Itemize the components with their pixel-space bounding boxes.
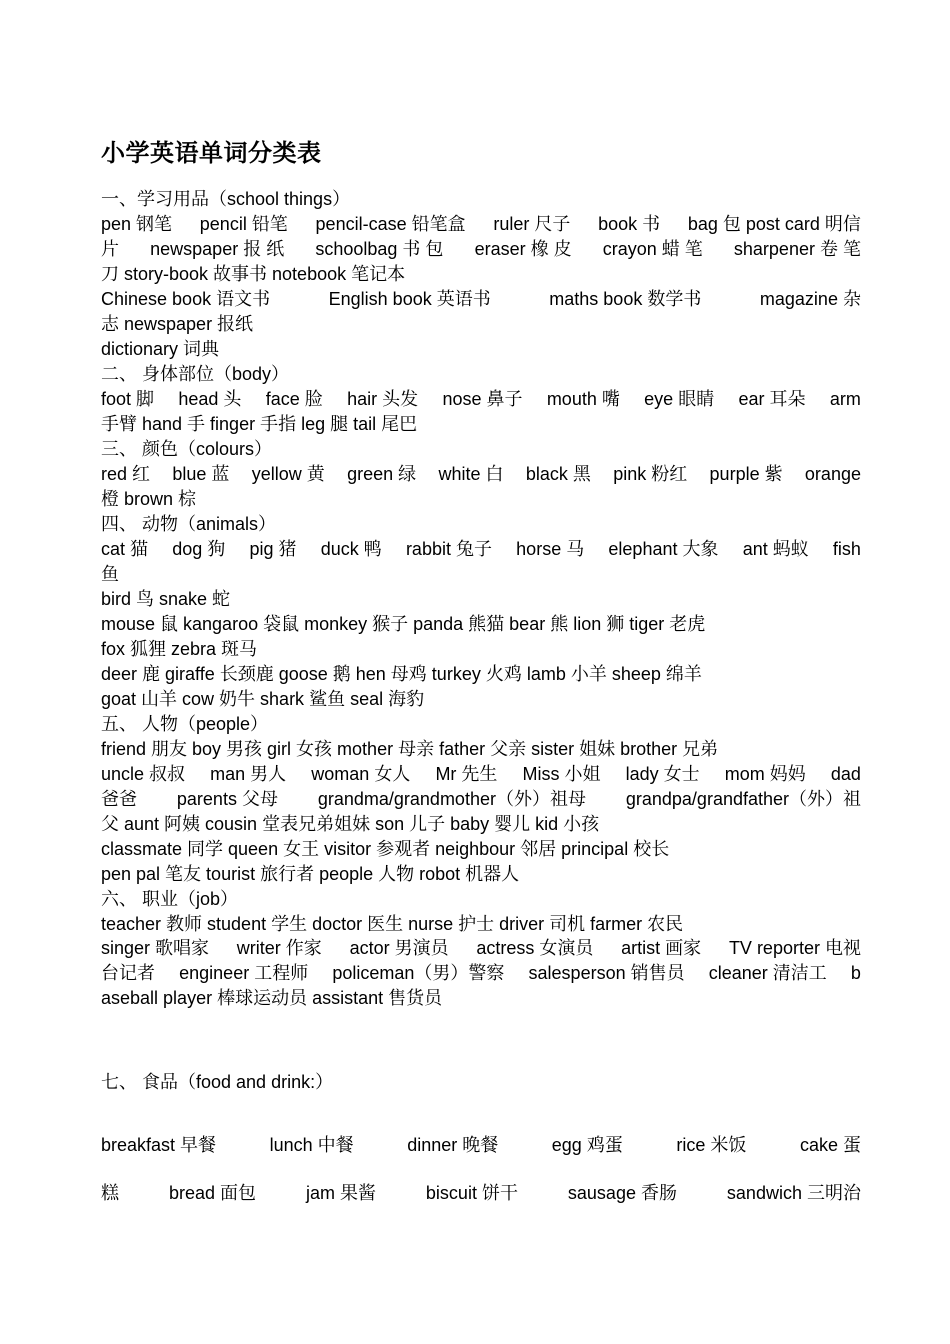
word-entry: parents 父母 (176, 789, 278, 809)
word-entry: Mr 先生 (435, 764, 498, 784)
word-entry: artist 画家 (621, 938, 702, 958)
page-title: 小学英语单词分类表 (101, 138, 322, 167)
word-entry: grandpa/grandfather（外）祖 (625, 789, 861, 809)
word-entry: arm (829, 389, 861, 409)
word-entry: cake 蛋 (799, 1135, 861, 1155)
text-line: 五、 人物（people） (101, 714, 269, 734)
word-entry: jam 果酱 (305, 1183, 376, 1203)
text-line (101, 1133, 861, 1158)
text-line (101, 961, 861, 986)
word-entry: sharpener 卷 笔 (733, 239, 861, 259)
text-line: 志 newspaper 报纸 (101, 314, 254, 334)
text-line (101, 462, 861, 487)
word-entry: rabbit 兔子 (405, 539, 492, 559)
text-line: 二、 身体部位（body） (101, 364, 290, 384)
word-entry: sandwich 三明治 (726, 1183, 861, 1203)
word-entry: man 男人 (210, 764, 287, 784)
word-entry: white 白 (438, 464, 504, 484)
word-entry: head 头 (178, 389, 242, 409)
word-entry: egg 鸡蛋 (551, 1135, 623, 1155)
word-entry: 片 (101, 239, 119, 259)
word-entry: TV reporter 电视 (728, 938, 861, 958)
text-line: 刀 story-book 故事书 notebook 笔记本 (101, 264, 406, 284)
text-line (101, 387, 861, 412)
text-line: fox 狐狸 zebra 斑马 (101, 639, 258, 659)
word-entry: face 脸 (265, 389, 323, 409)
word-entry: schoolbag 书 包 (315, 239, 444, 259)
word-entry: woman 女人 (311, 764, 411, 784)
word-entry: orange (804, 464, 861, 484)
text-line: friend 朋友 boy 男孩 girl 女孩 mother 母亲 father 父亲 sister 姐妹 brother 兄弟 (101, 739, 719, 759)
word-entry: writer 作家 (236, 938, 322, 958)
word-entry: magazine 杂 (759, 289, 861, 309)
text-line: 鱼 (101, 564, 119, 584)
word-entry: actress 女演员 (476, 938, 594, 958)
text-line: deer 鹿 giraffe 长颈鹿 goose 鹅 hen 母鸡 turkey 火鸡 lamb 小羊 sheep 绵羊 (101, 664, 702, 684)
word-entry: dad (830, 764, 861, 784)
word-entry: actor 男演员 (349, 938, 449, 958)
text-line: 橙 brown 棕 (101, 489, 197, 509)
word-entry: grandma/grandmother（外）祖母 (317, 789, 586, 809)
text-line: 手臂 hand 手 finger 手指 leg 腿 tail 尾巴 (101, 414, 418, 434)
word-entry: Chinese book 语文书 (101, 289, 271, 309)
text-line: teacher 教师 student 学生 doctor 医生 nurse 护士 driver 司机 farmer 农民 (101, 914, 684, 934)
text-line: 一、学习用品（school things） (101, 189, 351, 209)
text-line (101, 537, 861, 562)
text-line (101, 1181, 861, 1206)
word-entry: 糕 (101, 1183, 119, 1203)
text-line: classmate 同学 queen 女王 visitor 参观者 neighbour 邻居 principal 校长 (101, 839, 670, 859)
word-entry: dog 狗 (172, 539, 226, 559)
text-line: pen pal 笔友 tourist 旅行者 people 人物 robot 机器人 (101, 864, 520, 884)
word-entry: elephant 大象 (608, 539, 719, 559)
text-line: aseball player 棒球运动员 assistant 售货员 (101, 988, 443, 1008)
word-entry: bread 面包 (168, 1183, 256, 1203)
word-entry: green 绿 (347, 464, 417, 484)
word-entry: pink 粉红 (613, 464, 688, 484)
word-entry: biscuit 饼干 (425, 1183, 518, 1203)
text-line: dictionary 词典 (101, 339, 220, 359)
word-entry: book 书 (598, 214, 661, 234)
text-line: mouse 鼠 kangaroo 袋鼠 monkey 猴子 panda 熊猫 bear 熊 lion 狮 tiger 老虎 (101, 614, 706, 634)
word-entry: b (850, 963, 861, 983)
text-line (101, 287, 861, 312)
word-entry: blue 蓝 (172, 464, 230, 484)
word-entry: rice 米饭 (676, 1135, 747, 1155)
word-entry: red 红 (101, 464, 151, 484)
word-entry: maths book 数学书 (549, 289, 702, 309)
word-entry: salesperson 销售员 (528, 963, 685, 983)
word-entry: dinner 晚餐 (407, 1135, 499, 1155)
text-line: 三、 颜色（colours） (101, 439, 273, 459)
word-entry: black 黑 (525, 464, 591, 484)
text-line: 七、 食品（food and drink:） (101, 1072, 334, 1092)
word-entry: pencil 铅笔 (199, 214, 288, 234)
word-entry: Miss 小姐 (522, 764, 601, 784)
text-line (101, 212, 861, 237)
word-entry: horse 马 (516, 539, 585, 559)
text-line: bird 鸟 snake 蛇 (101, 589, 231, 609)
word-entry: nose 鼻子 (442, 389, 523, 409)
word-entry: policeman（男）警察 (332, 963, 505, 983)
text-line: 父 aunt 阿姨 cousin 堂表兄弟姐妹 son 儿子 baby 婴儿 kid 小孩 (101, 814, 600, 834)
word-entry: 台记者 (101, 963, 155, 983)
word-entry: newspaper 报 纸 (150, 239, 285, 259)
word-entry: foot 脚 (101, 389, 155, 409)
text-line: 四、 动物（animals） (101, 514, 277, 534)
word-entry: uncle 叔叔 (101, 764, 186, 784)
word-entry: pig 猪 (249, 539, 297, 559)
word-entry: ant 蚂蚁 (742, 539, 809, 559)
text-line: 六、 职业（job） (101, 889, 239, 909)
word-entry: breakfast 早餐 (101, 1135, 217, 1155)
word-entry: mom 妈妈 (724, 764, 806, 784)
word-entry: mouth 嘴 (546, 389, 620, 409)
text-line (101, 787, 861, 812)
word-entry: yellow 黄 (251, 464, 325, 484)
word-entry: eraser 橡 皮 (474, 239, 572, 259)
word-entry: pen 钢笔 (101, 214, 173, 234)
word-entry: fish (832, 539, 861, 559)
word-entry: purple 紫 (709, 464, 783, 484)
word-entry: sausage 香肠 (567, 1183, 677, 1203)
word-entry: pencil-case 铅笔盒 (315, 214, 466, 234)
text-line (101, 237, 861, 262)
word-entry: 爸爸 (101, 789, 137, 809)
word-entry: bag 包 post card 明信 (687, 214, 861, 234)
word-entry: English book 英语书 (328, 289, 491, 309)
word-entry: cat 猫 (101, 539, 149, 559)
word-entry: eye 眼睛 (644, 389, 715, 409)
text-line (101, 936, 861, 961)
word-entry: ruler 尺子 (493, 214, 571, 234)
text-line: goat 山羊 cow 奶牛 shark 鲨鱼 seal 海豹 (101, 689, 425, 709)
word-entry: lady 女士 (625, 764, 700, 784)
word-entry: hair 头发 (347, 389, 419, 409)
word-entry: ear 耳朵 (738, 389, 806, 409)
word-entry: crayon 蜡 笔 (602, 239, 703, 259)
word-entry: duck 鸭 (320, 539, 382, 559)
text-line (101, 762, 861, 787)
word-entry: singer 歌唱家 (101, 938, 210, 958)
word-entry: lunch 中餐 (269, 1135, 354, 1155)
word-entry: cleaner 清洁工 (708, 963, 827, 983)
word-entry: engineer 工程师 (179, 963, 309, 983)
